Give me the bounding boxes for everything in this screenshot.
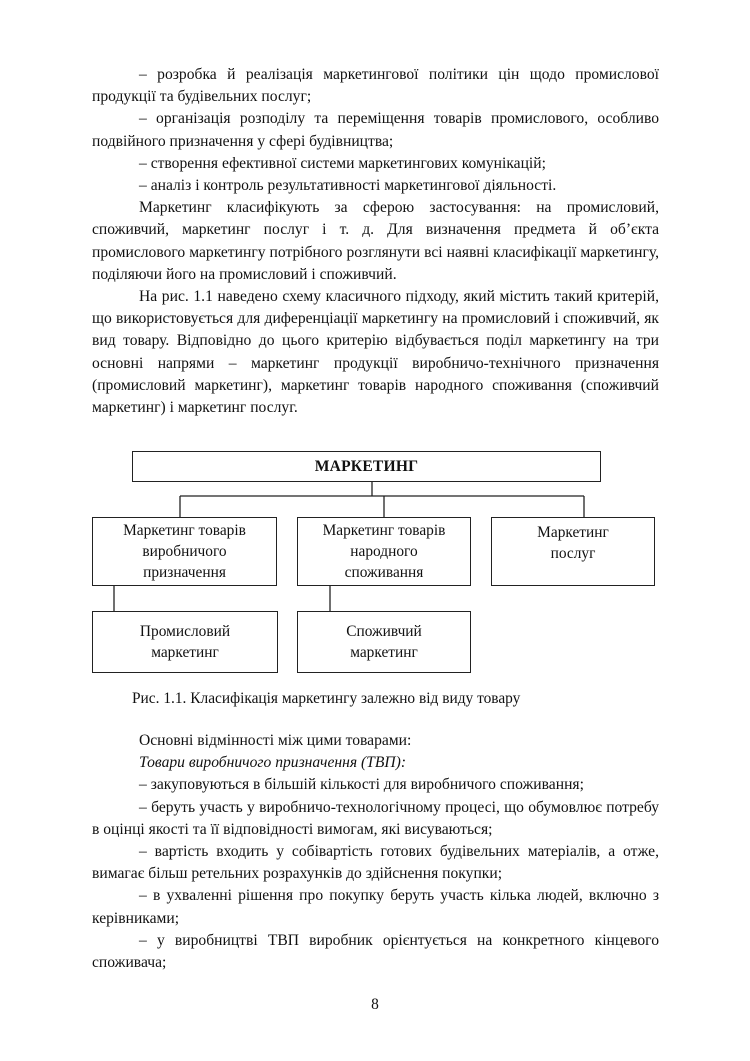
- box-label: виробничого: [142, 543, 227, 560]
- consumer-goods-box: [297, 517, 471, 586]
- list-item: – в ухваленні рішення про покупку беруть участь кілька людей, включно з керівниками;: [92, 887, 659, 927]
- subheading: Товари виробничого призначення (ТВП):: [139, 754, 407, 772]
- paragraph: На рис. 1.1 наведено схему класичного підходу, який містить такий критерій, що використовується для диференціації маркетингу на промисловий і споживчий, як вид товару. Відповідно до цього критерію відбувається поділ маркетингу на три основні напрями – маркетинг продукції виробничо-технічного призначення (промисловий маркетинг), маркетинг товарів народного споживання (споживчий маркетинг) і маркетинг послуг.: [92, 288, 659, 417]
- paragraph: – аналіз і контроль результативності маркетингової діяльності.: [139, 177, 557, 195]
- page-number: 8: [371, 996, 379, 1013]
- industrial-marketing-box: [92, 611, 278, 673]
- list-item: – вартість входить у собівартість готових будівельних матеріалів, а отже, вимагає більш ретельних розрахунків до здійснення покупки;: [92, 843, 659, 883]
- paragraph: – організація розподілу та переміщення товарів промислового, особливо подвійного призначення у сфері будівництва;: [92, 110, 659, 150]
- box-label: маркетинг: [350, 644, 418, 661]
- box-label: Промисловий: [139, 623, 231, 640]
- list-item: – у виробництві ТВП виробник орієнтується на конкретного кінцевого споживача;: [92, 931, 659, 972]
- box-label: МАРКЕТИНГ: [314, 458, 419, 475]
- paragraph: Основні відмінності між цими товарами:: [139, 732, 412, 749]
- box-label: маркетинг: [151, 644, 219, 661]
- box-label: Споживчий: [346, 623, 422, 640]
- industrial-goods-box: [92, 517, 277, 586]
- services-box: [491, 517, 655, 586]
- box-label: народного: [350, 543, 418, 560]
- paragraph: – розробка й реалізація маркетингової політики цін щодо промислової продукції та будівельних послуг;: [92, 66, 659, 106]
- box-label: Маркетинг товарів: [123, 522, 246, 539]
- list-item: – беруть участь у виробничо-технологічному процесі, що обумовлює потребу в оцінці якості та її відповідності вимогам, які висуваються;: [92, 798, 659, 838]
- figure-caption: Рис. 1.1. Класифікація маркетингу залежно від виду товару: [132, 690, 521, 707]
- box-label: Маркетинг: [537, 523, 609, 541]
- box-label: Маркетинг товарів: [322, 522, 446, 539]
- paragraph: – створення ефективної системи маркетингових комунікацій;: [139, 154, 546, 172]
- box-label: споживання: [344, 564, 424, 581]
- box-label: призначення: [143, 564, 226, 581]
- marketing-root-box: [132, 451, 601, 482]
- consumer-marketing-box: [297, 611, 471, 673]
- paragraph: Маркетинг класифікують за сферою застосування: на промисловий, споживчий, маркетинг послуг і т. д. Для визначення предмета й об’єкта промислового маркетингу потрібного розглянути всі наявні класифікації маркетингу, поділяючи його на промисловий і споживчий.: [92, 199, 659, 283]
- bottom-text-block: [92, 730, 659, 974]
- box-label: послуг: [550, 544, 596, 562]
- list-item: – закуповуються в більшій кількості для виробничого споживання;: [139, 776, 584, 794]
